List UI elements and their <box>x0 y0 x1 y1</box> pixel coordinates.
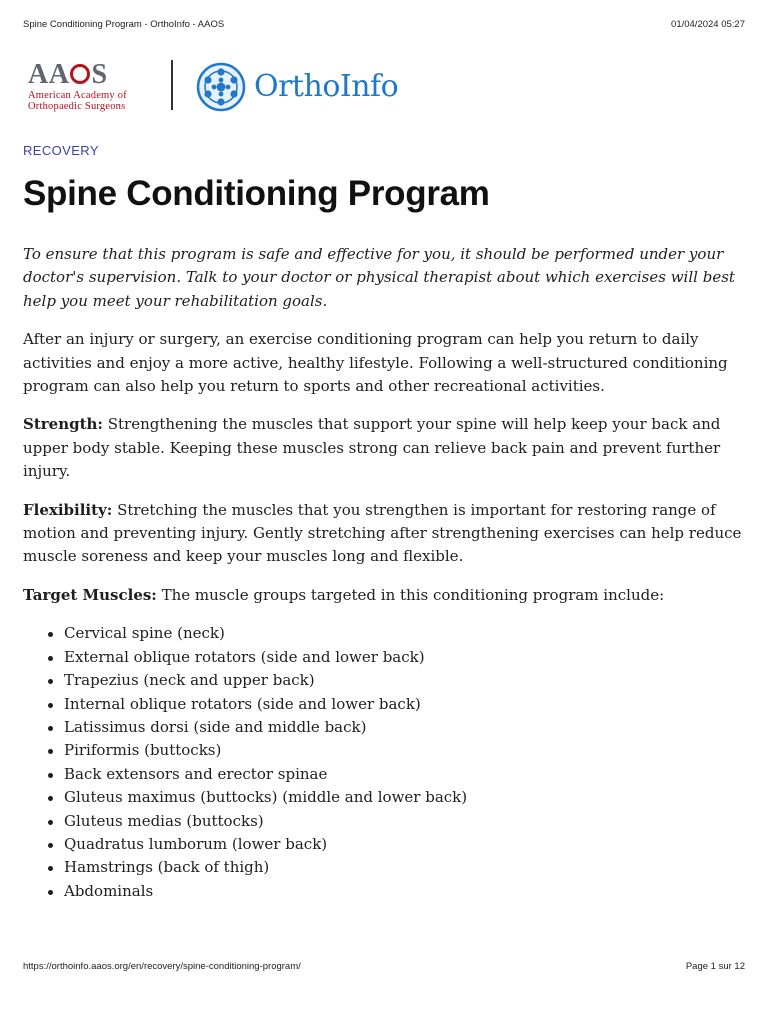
logo-divider <box>171 60 173 110</box>
list-item: Quadratus lumborum (lower back) <box>64 833 745 856</box>
flexibility-paragraph <box>23 499 745 569</box>
print-header-title: Spine Conditioning Program - OrthoInfo - AAOS <box>23 19 225 30</box>
muscle-list <box>23 622 745 903</box>
list-item: Piriformis (buttocks) <box>64 739 745 762</box>
aaos-line-2: Orthopaedic Surgeons <box>28 101 126 112</box>
aaos-letter-s: S <box>91 59 108 90</box>
print-footer <box>23 961 745 975</box>
page-title: Spine Conditioning Program <box>23 174 490 213</box>
list-item: Trapezius (neck and upper back) <box>64 669 745 692</box>
flexibility-label: Flexibility: <box>23 500 113 519</box>
orthoinfo-wordmark: OrthoInfo <box>254 69 399 104</box>
aaos-o-ring-icon <box>70 64 90 84</box>
aaos-wordmark <box>28 60 153 90</box>
list-item: Internal oblique rotators (side and lower back) <box>64 693 745 716</box>
target-muscles-label: Target Muscles: <box>23 585 157 604</box>
aaos-logo[interactable] <box>28 60 153 112</box>
strength-text: Strengthening the muscles that support your spine will help keep your back and upper body stable. Keeping these muscles strong can relieve back pain and prevent further injury. <box>23 415 721 481</box>
list-item: Abdominals <box>64 880 745 903</box>
print-header-datetime: 01/04/2024 05:27 <box>671 19 745 30</box>
flexibility-text: Stretching the muscles that you strengthen is important for restoring range of motion and preventing injury. Gently stretching after strengthening exercises can help reduce muscle soreness and keep your muscles long and flexible. <box>23 500 742 566</box>
list-item: Cervical spine (neck) <box>64 622 745 645</box>
aaos-line-1: American Academy of <box>28 90 127 101</box>
article-body <box>23 243 745 903</box>
category-link[interactable]: RECOVERY <box>23 143 99 158</box>
page-number: Page 1 sur 12 <box>685 961 745 972</box>
list-item: Back extensors and erector spinae <box>64 763 745 786</box>
list-item: Latissimus dorsi (side and middle back) <box>64 716 745 739</box>
list-item: External oblique rotators (side and lower back) <box>64 646 745 669</box>
list-item: Gluteus medias (buttocks) <box>64 810 745 833</box>
strength-label: Strength: <box>23 415 103 434</box>
target-muscles-text: The muscle groups targeted in this conditioning program include: <box>156 585 665 604</box>
logo-bar <box>28 58 428 116</box>
strength-paragraph <box>23 413 745 483</box>
list-item: Hamstrings (back of thigh) <box>64 856 745 879</box>
target-muscles-paragraph <box>23 584 745 607</box>
list-item: Gluteus maximus (buttocks) (middle and lower back) <box>64 786 745 809</box>
intro-note: To ensure that this program is safe and effective for you, it should be performed under your doctor's supervision. Talk to your doctor or physical therapist about which exercises will best help you meet your rehabilitation goals. <box>23 245 735 310</box>
orthoinfo-globe-icon <box>196 62 246 112</box>
overview-paragraph: After an injury or surgery, an exercise conditioning program can help you return to daily activities and enjoy a more active, healthy lifestyle. Following a well-structured conditioning program can also help you return to sports and other recreational activities. <box>23 330 728 396</box>
aaos-letters-a: AA <box>28 59 70 90</box>
page-url[interactable]: https://orthoinfo.aaos.org/en/recovery/spine-conditioning-program/ <box>23 961 301 972</box>
print-header <box>23 19 745 33</box>
